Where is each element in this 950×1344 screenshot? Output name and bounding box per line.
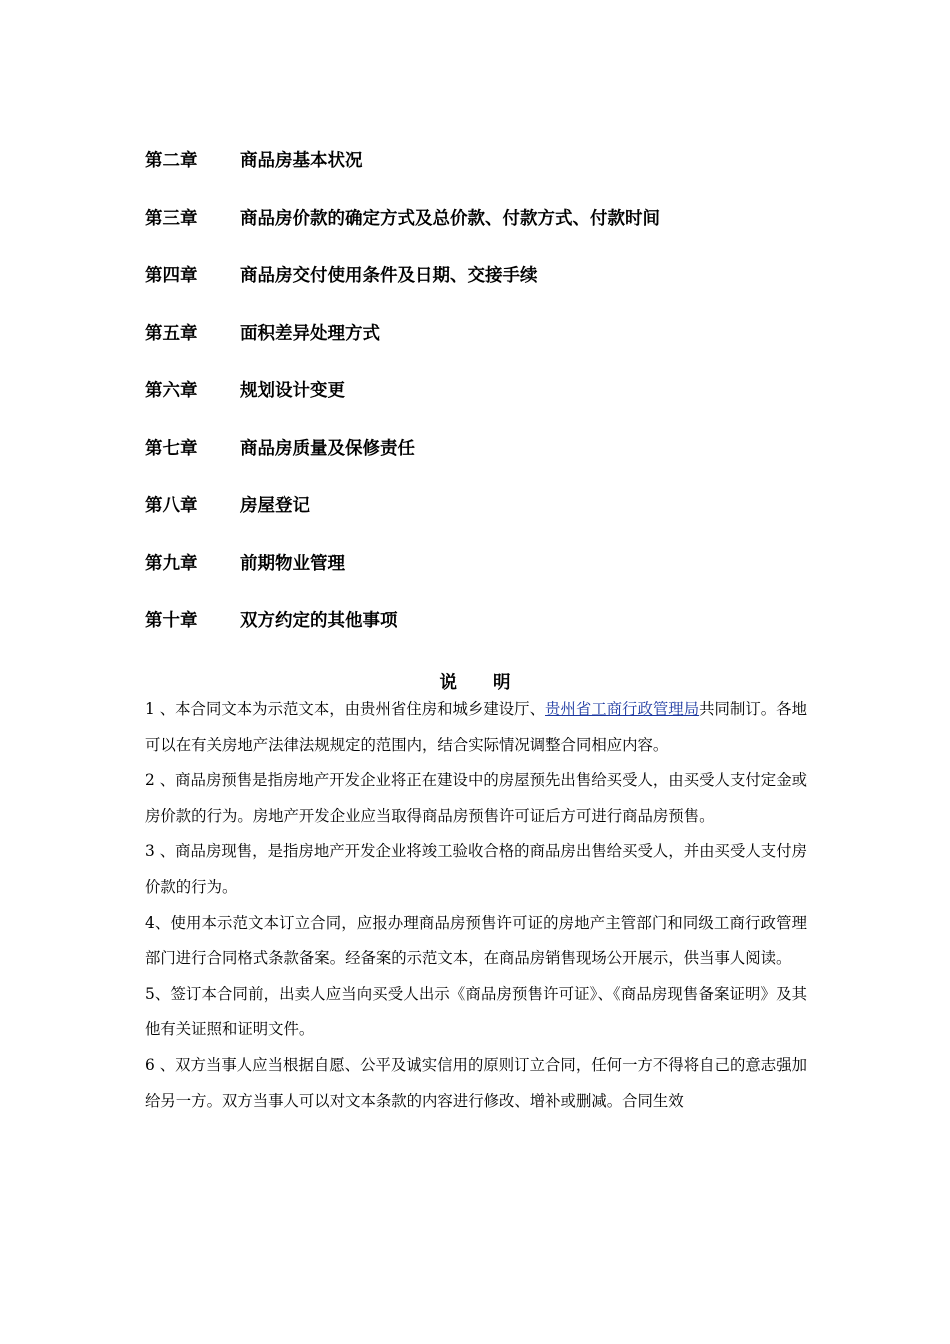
chapter-number: 第八章 [145,496,198,516]
chapter-number: 第二章 [145,151,198,171]
chapter-number: 第三章 [145,208,198,229]
notes-heading: 说明 [439,673,547,693]
chapter-entry [145,261,825,319]
chapter-number: 第四章 [145,266,198,286]
chapter-number: 第十章 [145,611,198,631]
chapter-title: 双方约定的其他事项 [240,611,398,631]
chapter-entry [145,376,825,434]
note-paragraph: 2 、商品房预售是指房地产开发企业将正在建设中的房屋预先出售给买受人，由买受人支付定金或房价款的行为。房地产开发企业应当取得商品房预售许可证后方可进行商品房预售。 [145,771,807,825]
bureau-link[interactable]: 贵州省工商行政管理局 [545,700,700,718]
chapter-title: 前期物业管理 [240,553,345,574]
chapter-entry [145,204,825,262]
chapter-title: 商品房基本状况 [240,151,363,171]
note-text: 共同制订。各地可以在有关房地产法律法规规定的范围内，结合实际情况调整合同相应内容。 [145,700,807,754]
chapter-title: 规划设计变更 [240,381,345,401]
note-paragraph: 5、签订本合同前，出卖人应当向买受人出示《商品房预售许可证》、《商品房现售备案证明》及其他有关证照和证明文件。 [145,984,807,1039]
note-paragraph: 3 、商品房现售，是指房地产开发企业将竣工验收合格的商品房出售给买受人，并由买受人支付房价款的行为。 [145,842,807,896]
chapter-title: 面积差异处理方式 [240,323,380,344]
chapter-entry [145,146,825,204]
chapter-title: 商品房交付使用条件及日期、交接手续 [240,266,538,286]
chapter-title: 商品房价款的确定方式及总价款、付款方式、付款时间 [240,208,660,229]
chapter-entry [145,491,825,549]
chapter-entry [145,319,825,377]
note-paragraph: 6 、双方当事人应当根据自愿、公平及诚实信用的原则订立合同，任何一方不得将自己的意志强加给另一方。双方当事人可以对文本条款的内容进行修改、增补或删减。合同生效 [145,1055,807,1110]
chapter-title: 房屋登记 [240,496,310,516]
chapter-entry [145,606,825,664]
notes-body [145,692,807,1119]
chapter-title: 商品房质量及保修责任 [240,438,415,459]
note-text: 1 、本合同文本为示范文本，由贵州省住房和城乡建设厅、 [145,700,545,718]
chapter-entry [145,549,825,607]
chapter-number: 第七章 [145,438,198,459]
chapter-number: 第九章 [145,553,198,574]
note-paragraph: 4、使用本示范文本订立合同，应报办理商品房预售许可证的房地产主管部门和同级工商行政管理部门进行合同格式条款备案。经备案的示范文本，在商品房销售现场公开展示，供当事人阅读。 [145,913,807,968]
chapter-entry [145,434,825,492]
note-paragraph [145,692,807,763]
chapter-list [145,146,825,664]
chapter-number: 第六章 [145,381,198,401]
chapter-number: 第五章 [145,323,198,344]
